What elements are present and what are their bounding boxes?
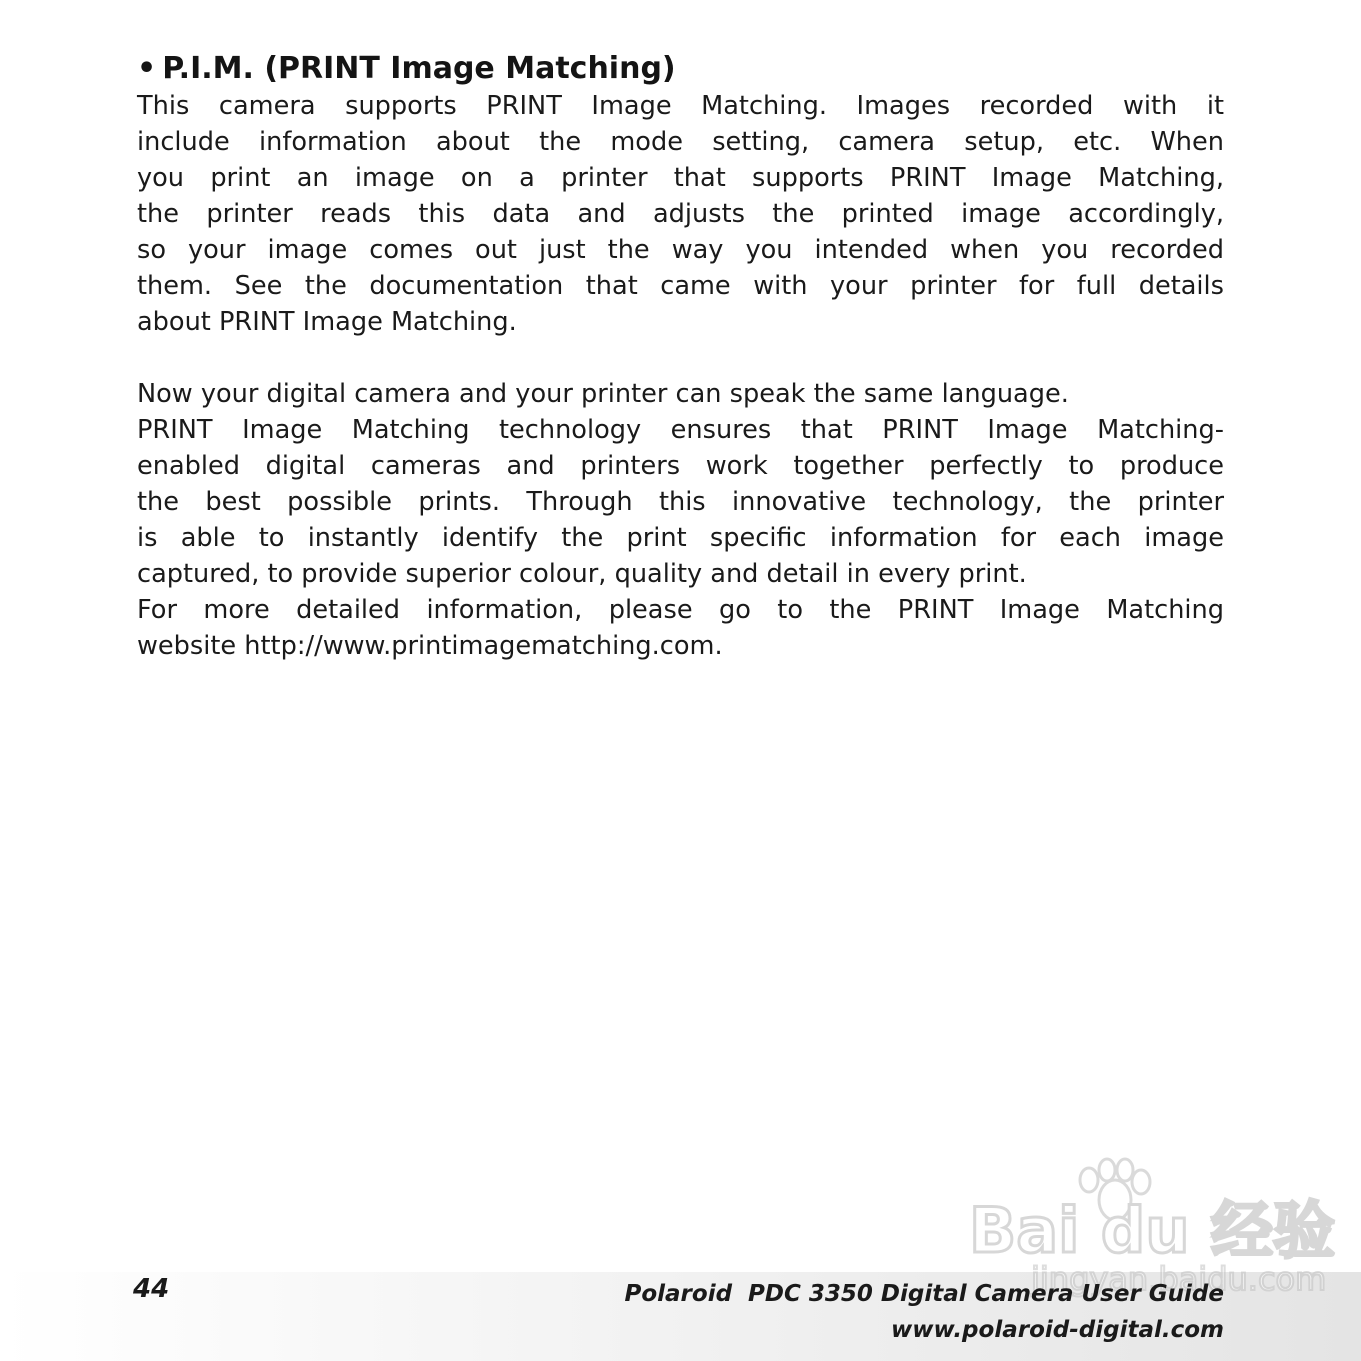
text-line: about PRINT Image Matching.: [137, 307, 517, 337]
text-line: PRINT Image Matching technology ensures that PRINT Image Matching-: [137, 415, 1224, 445]
page-content: [137, 50, 1224, 664]
section-title: P.I.M. (PRINT Image Matching): [162, 51, 676, 86]
baidu-watermark-logo: [965, 1160, 1336, 1300]
text-line: them. See the documentation that came with your printer for full details: [137, 271, 1224, 301]
text-line: so your image comes out just the way you intended when you recorded: [137, 235, 1224, 265]
watermark-brand: Bai du 经验: [969, 1194, 1336, 1267]
text-line: include information about the mode setting, camera setup, etc. When: [137, 127, 1224, 157]
bullet-icon: •: [137, 51, 157, 86]
text-line: is able to instantly identify the print specific information for each image: [137, 523, 1224, 553]
paragraph-print-image-matching: [137, 88, 1224, 340]
text-line: the printer reads this data and adjusts the printed image accordingly,: [137, 199, 1224, 229]
text-line: you print an image on a printer that supports PRINT Image Matching,: [137, 163, 1224, 193]
paragraph-spacer: [137, 340, 1224, 376]
footer-guide-title: Polaroid PDC 3350 Digital Camera User Guide: [624, 1281, 1224, 1307]
section-heading: [137, 50, 1224, 88]
text-line: Now your digital camera and your printer can speak the same language.: [137, 379, 1069, 409]
text-line: enabled digital cameras and printers work together perfectly to produce: [137, 451, 1224, 481]
text-line: For more detailed information, please go to the PRINT Image Matching: [137, 595, 1224, 625]
text-line: This camera supports PRINT Image Matching. Images recorded with it: [137, 91, 1224, 121]
paragraph-same-language: [137, 376, 1224, 664]
text-line: website http://www.printimagematching.com.: [137, 631, 723, 661]
watermark-site: jingyan.baidu.com: [1031, 1260, 1327, 1298]
page-number: 44: [133, 1274, 170, 1304]
text-line: the best possible prints. Through this innovative technology, the printer: [137, 487, 1224, 517]
text-line: captured, to provide superior colour, quality and detail in every print.: [137, 559, 1027, 589]
footer-url: www.polaroid-digital.com: [891, 1317, 1224, 1343]
